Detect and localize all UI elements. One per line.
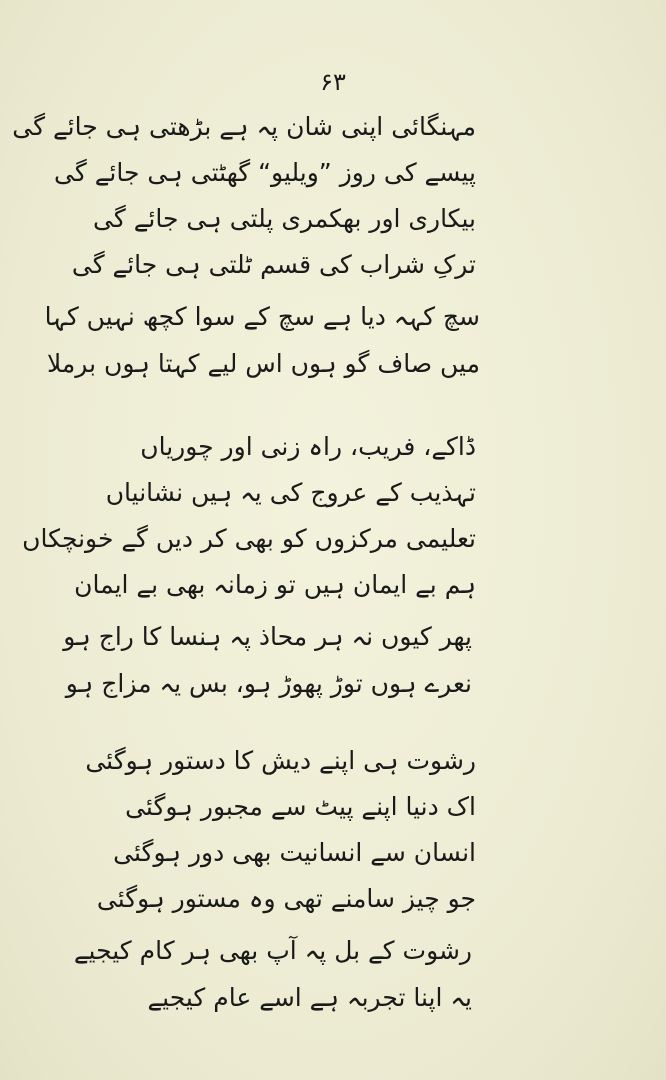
verse-line: سچ کہہ دیا ہے سچ کے سوا کچھ نہیں کہا (44, 302, 480, 331)
quatrain (12, 112, 476, 296)
verse-line: اک دنیا اپنے پیٹ سے مجبور ہوگئی (125, 792, 476, 821)
verse-line: بیکاری اور بھکمری پلتی ہی جائے گی (93, 204, 476, 233)
verse-line: ڈاکے، فریب، راہ زنی اور چوریاں (140, 432, 476, 461)
verse-line: انسان سے انسانیت بھی دور ہوگئی (113, 838, 476, 867)
couplet (12, 302, 480, 396)
verse-line: تہذیب کے عروج کی یہ ہیں نشانیاں (105, 478, 476, 507)
stanza (74, 746, 476, 1030)
stanza (12, 112, 480, 396)
verse-line: مہنگائی اپنی شان پہ ہے بڑھتی ہی جائے گی (12, 112, 476, 141)
quatrain (22, 432, 476, 616)
couplet (74, 936, 472, 1030)
verse-line: میں صاف گو ہوں اس لیے کہتا ہوں برملا (46, 349, 480, 378)
verse-line: پیسے کی روز ”ویلیو“ گھٹتی ہی جائے گی (54, 158, 476, 187)
verse-line: یہ اپنا تجربہ ہے اسے عام کیجیے (147, 983, 472, 1012)
page-number: ۶۳ (320, 68, 346, 96)
verse-line: تعلیمی مرکزوں کو بھی کر دیں گے خونچکاں (22, 524, 476, 553)
verse-line: نعرے ہوں توڑ پھوڑ ہو، بس یہ مزاج ہو (65, 669, 472, 698)
verse-line: جو چیز سامنے تھی وہ مستور ہوگئی (96, 884, 476, 913)
verse-line: رشوت ہی اپنے دیش کا دستور ہوگئی (85, 746, 476, 775)
quatrain (74, 746, 476, 930)
couplet (22, 622, 472, 716)
verse-line: ترکِ شراب کی قسم ٹلتی ہی جائے گی (71, 250, 476, 279)
verse-line: ہم بے ایمان ہیں تو زمانہ بھی بے ایمان (74, 570, 476, 599)
verse-line: رشوت کے بل پہ آپ بھی ہر کام کیجیے (73, 936, 472, 965)
verse-line: پھر کیوں نہ ہر محاذ پہ ہنسا کا راج ہو (63, 622, 472, 651)
stanza (22, 432, 476, 716)
